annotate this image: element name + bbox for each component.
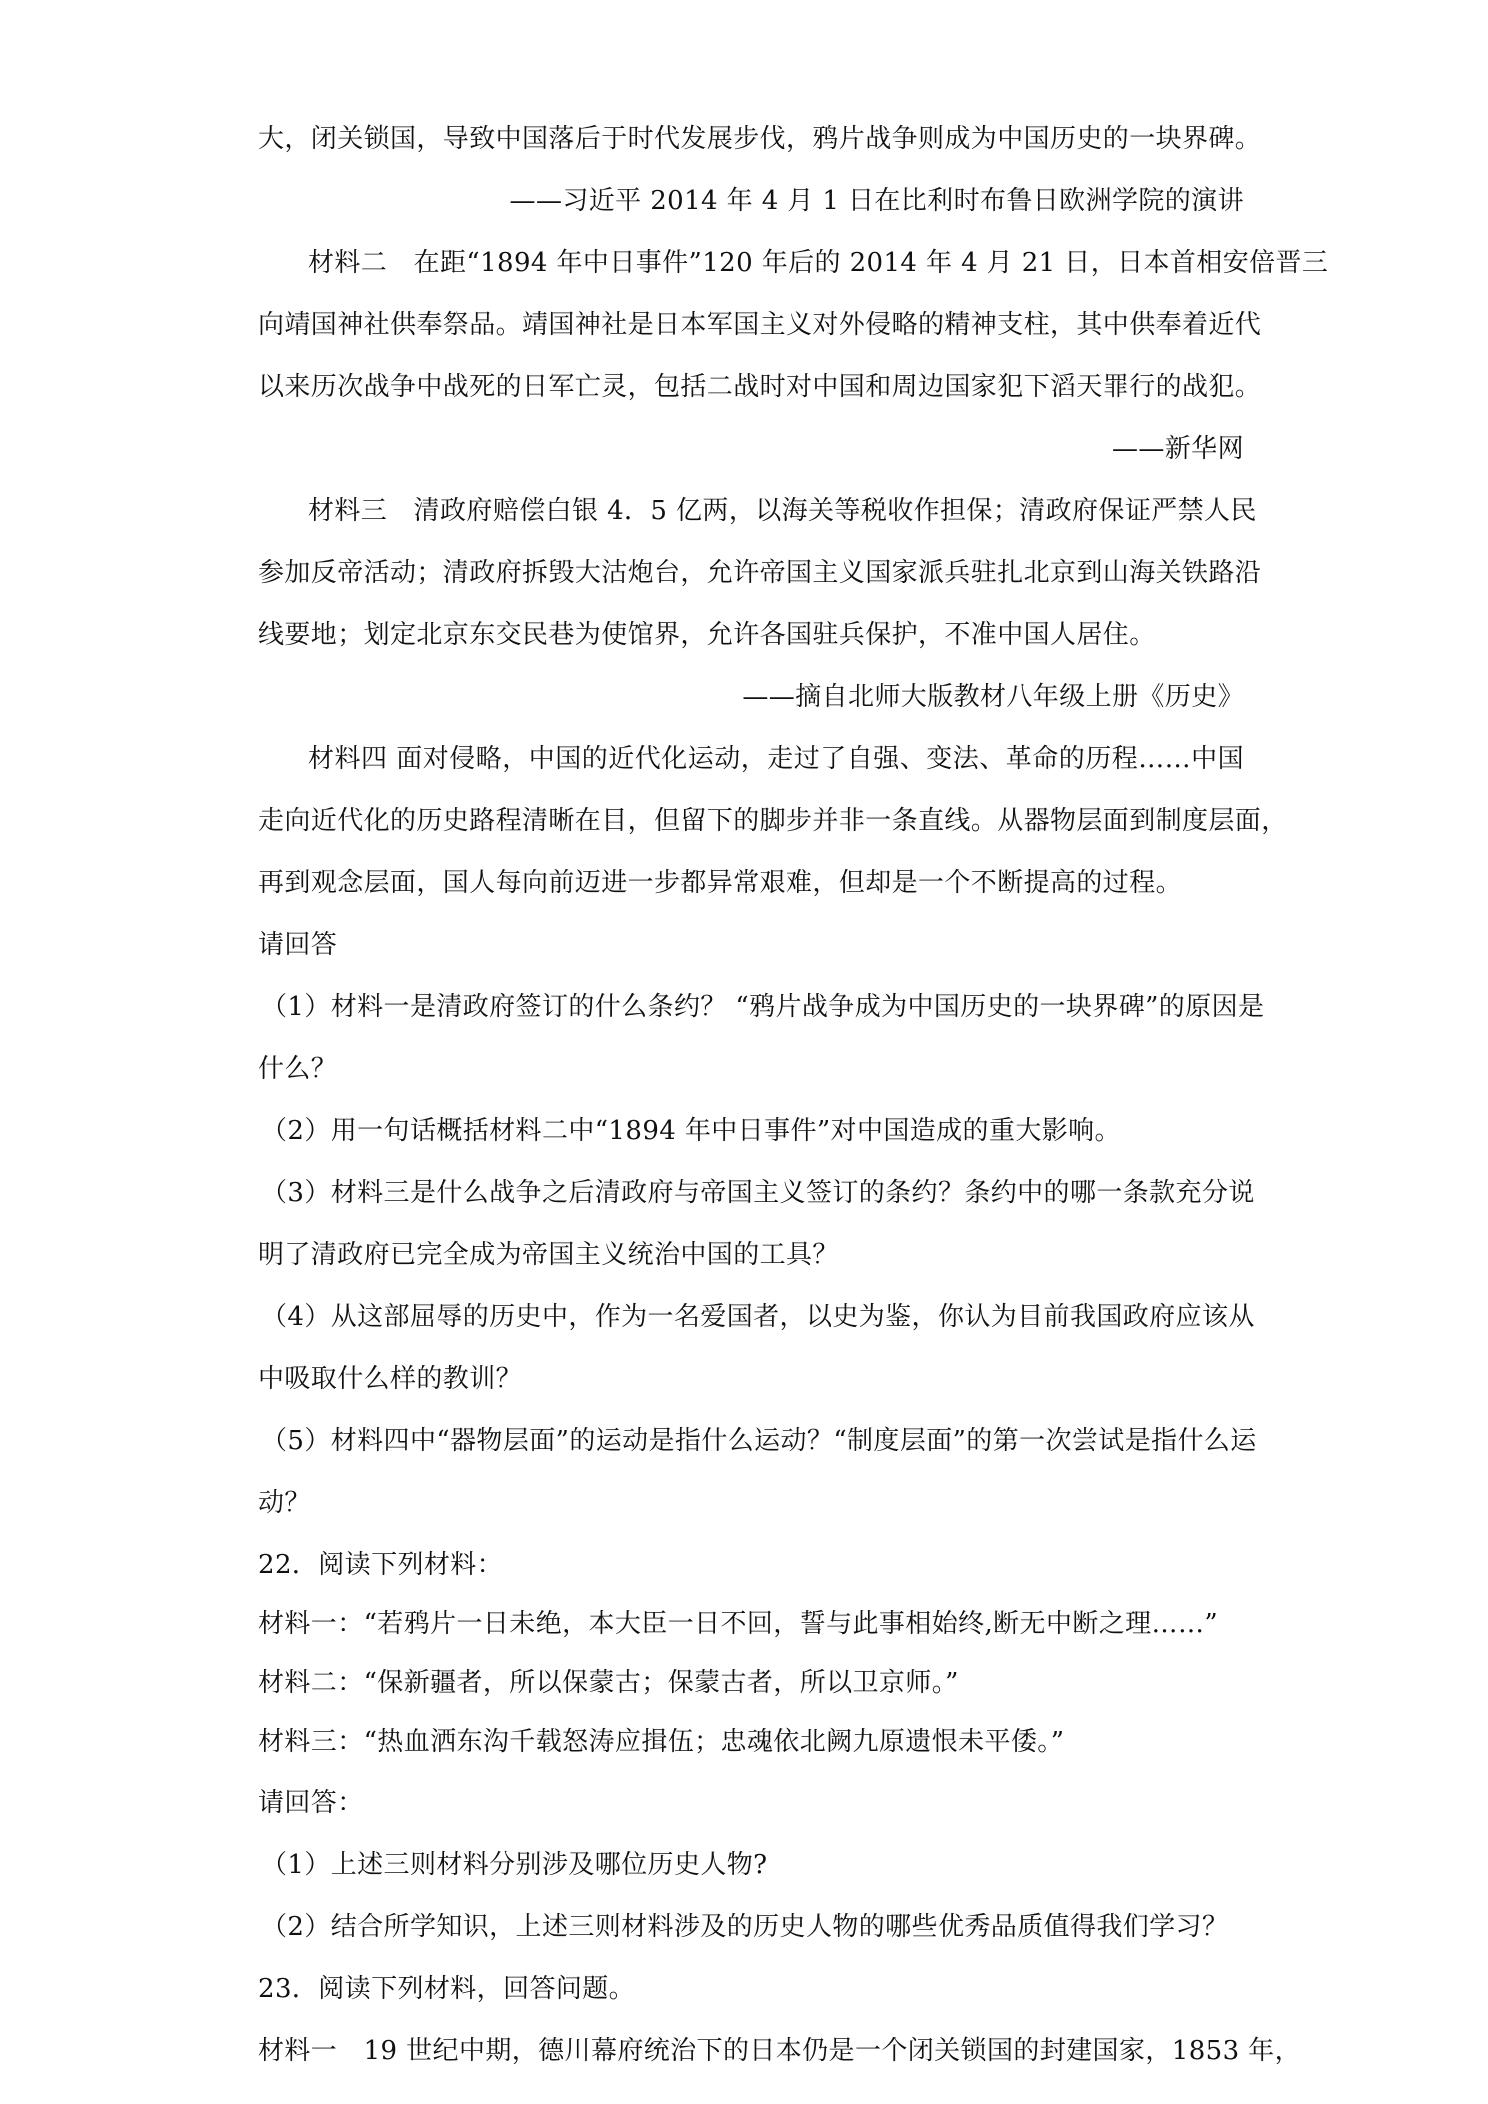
question-line: （1）上述三则材料分别涉及哪位历史人物? [261, 1850, 768, 1880]
question-line: （1）材料一是清政府签订的什么条约？ “鸦片战争成为中国历史的一块界碑”的原因是 [261, 992, 1265, 1022]
material-3-line: 参加反帝活动；清政府拆毁大沽炮台，允许帝国主义国家派兵驻扎北京到山海关铁路沿 [258, 558, 1262, 588]
quote-line: 材料三：“热血洒东沟千载怒涛应揖伍；忠魂依北阙九原遗恨未平倭。” [258, 1727, 1065, 1757]
question-line: 什么？ [258, 1054, 338, 1084]
question-22-title: 22．阅读下列材料： [258, 1550, 504, 1580]
quote-line: 材料一：“若鸦片一日未绝，本大臣一日不回，誓与此事相始终,断无中断之理……” [258, 1609, 1219, 1639]
quote-line: 材料二：“保新疆者，所以保蒙古；保蒙古者，所以卫京师。” [258, 1668, 959, 1698]
question-line: （2）结合所学知识，上述三则材料涉及的历史人物的哪些优秀品质值得我们学习？ [261, 1912, 1229, 1942]
question-line: 中吸取什么样的教训？ [258, 1364, 523, 1394]
intro-line: 大，闭关锁国，导致中国落后于时代发展步伐，鸦片战争则成为中国历史的一块界碑。 [258, 124, 1262, 154]
answer-prompt: 请回答： [258, 1788, 364, 1818]
question-line: 明了清政府已完全成为帝国主义统治中国的工具？ [258, 1240, 839, 1270]
material-4-line: 再到观念层面，国人每向前迈进一步都异常艰难，但却是一个不断提高的过程。 [258, 868, 1183, 898]
answer-prompt: 请回答 [258, 930, 338, 960]
question-line: （5）材料四中“器物层面”的运动是指什么运动？“制度层面”的第一次尝试是指什么运 [261, 1426, 1257, 1456]
material-4-line: 走向近代化的历史路程清晰在目，但留下的脚步并非一条直线。从器物层面到制度层面， [258, 806, 1288, 836]
source-citation: ——摘自北师大版教材八年级上册《历史》 [742, 682, 1244, 712]
material-3-line: 材料三 清政府赔偿白银 4．5 亿两，以海关等税收作担保；清政府保证严禁人民 [308, 496, 1257, 526]
source-citation: ——习近平 2014 年 4 月 1 日在比利时布鲁日欧洲学院的演讲 [509, 186, 1244, 216]
question-23-title: 23．阅读下列材料，回答问题。 [258, 1974, 636, 2004]
material-4-line: 材料四 面对侵略，中国的近代化运动，走过了自强、变法、革命的历程……中国 [308, 744, 1244, 774]
source-citation: ——新华网 [1111, 434, 1244, 464]
question-line: （2）用一句话概括材料二中“1894 年中日事件”对中国造成的重大影响。 [261, 1116, 1121, 1146]
material-2-line: 材料二 在距“1894 年中日事件”120 年后的 2014 年 4 月 21 日，日本首相安倍晋三 [308, 248, 1329, 278]
question-line: 动？ [258, 1488, 311, 1518]
material-2-line: 向靖国神社供奉祭品。靖国神社是日本军国主义对外侵略的精神支柱，其中供奉着近代 [258, 310, 1262, 340]
material-3-line: 线要地；划定北京东交民巷为使馆界，允许各国驻兵保护，不准中国人居住。 [258, 620, 1156, 650]
material-line: 材料一 19 世纪中期，德川幕府统治下的日本仍是一个闭关锁国的封建国家，1853 年， [258, 2036, 1301, 2066]
question-line: （4）从这部屈辱的历史中，作为一名爱国者，以史为鉴，你认为目前我国政府应该从 [261, 1302, 1255, 1332]
question-line: （3）材料三是什么战争之后清政府与帝国主义签订的条约？条约中的哪一条款充分说 [261, 1178, 1255, 1208]
material-2-line: 以来历次战争中战死的日军亡灵，包括二战时对中国和周边国家犯下滔天罪行的战犯。 [258, 372, 1262, 402]
